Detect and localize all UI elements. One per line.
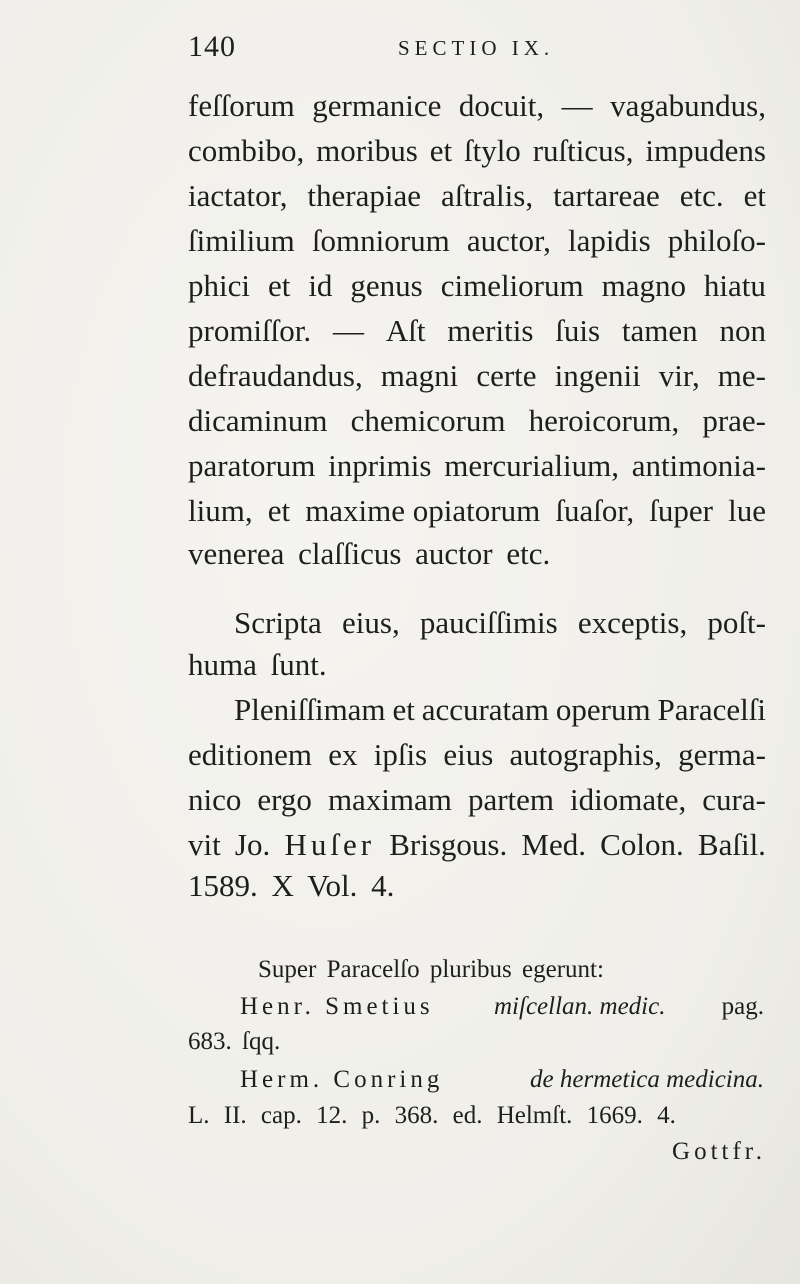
- text-line: lium, et maxime opiatorum ſuaſor, ſuper lue: [188, 493, 766, 528]
- text-line: ſimilium ſomniorum auctor, lapidis philoſo-: [188, 223, 766, 258]
- text-line: defraudandus, magni certe ingenii vir, me-: [188, 358, 766, 393]
- text-line: feſſorum germanice docuit, — vagabundus,: [188, 88, 766, 123]
- text-line: venerea claſſicus auctor etc.: [188, 536, 551, 571]
- catchword: Gottfr.: [672, 1138, 766, 1165]
- text-line: dicaminum chemicorum heroicorum, prae-: [188, 403, 766, 438]
- text-line: vit Jo. Huſer Brisgous. Med. Colon. Baſil.: [188, 827, 766, 862]
- text-line: paratorum inprimis mercurialium, antimonia-: [188, 448, 766, 483]
- text-line: huma ſunt.: [188, 647, 327, 682]
- text-line: Pleniſſimam et accuratam operum Paracelſi: [234, 692, 766, 727]
- text-line: nico ergo maximam partem idiomate, cura-: [188, 782, 766, 817]
- text-line: 1589. X Vol. 4.: [188, 868, 395, 903]
- note-reference: Henr. Smetius miſcellan. medic. pag.: [240, 993, 764, 1020]
- page-number: 140: [188, 30, 236, 63]
- text-line: promiſſor. — Aſt meritis ſuis tamen non: [188, 313, 766, 348]
- text-line: combibo, moribus et ſtylo ruſticus, impudens: [188, 133, 766, 168]
- text-line: iactator, therapiae aſtralis, tartareae etc. et: [188, 178, 766, 213]
- notes-intro: Super Paracelſo pluribus egerunt:: [258, 956, 604, 983]
- running-head: SECTIO IX.: [398, 36, 555, 60]
- note-reference-cont: L. II. cap. 12. p. 368. ed. Helmſt. 1669. 4.: [188, 1102, 676, 1129]
- note-reference: Herm. Conring de hermetica medicina.: [240, 1066, 764, 1093]
- text-line: Scripta eius, pauciſſimis exceptis, poſt-: [234, 605, 766, 640]
- note-reference-cont: 683. ſqq.: [188, 1028, 281, 1055]
- text-line: phici et id genus cimeliorum magno hiatu: [188, 268, 766, 303]
- page-header: [188, 30, 768, 70]
- text-line: editionem ex ipſis eius autographis, germa-: [188, 737, 766, 772]
